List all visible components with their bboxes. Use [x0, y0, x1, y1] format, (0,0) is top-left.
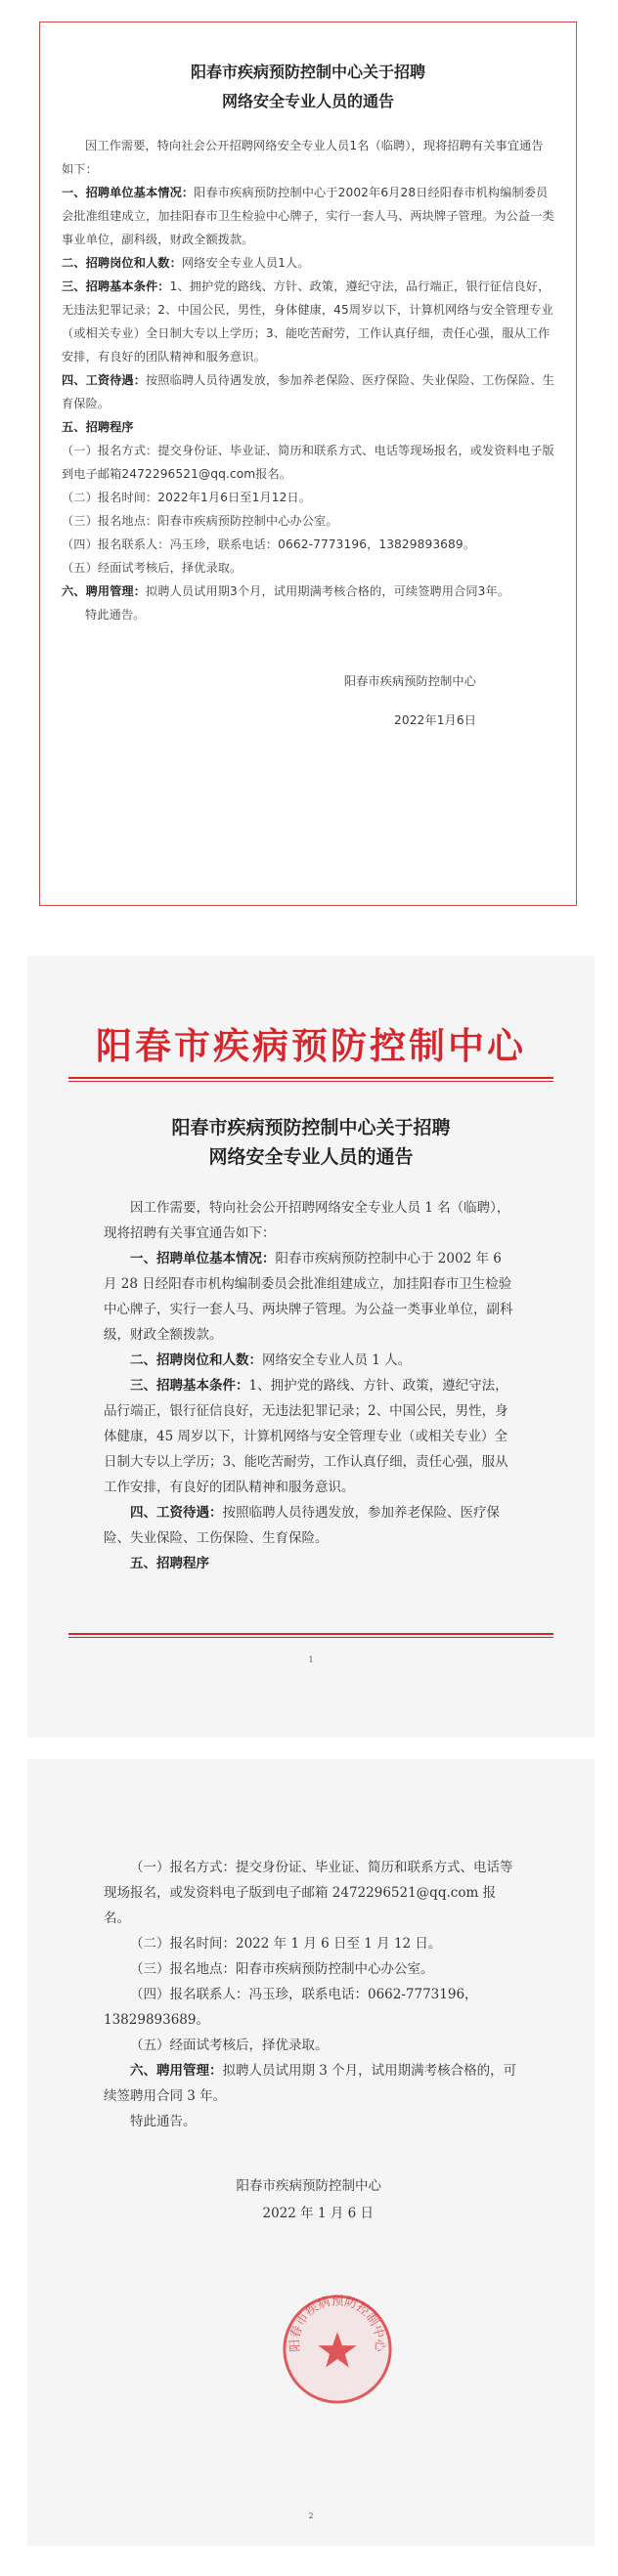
seal-text: 阳春市疾病预防控制中心	[287, 2294, 387, 2352]
scan-section-6-label: 六、聘用管理：	[130, 2063, 223, 2079]
notice-signature: 阳春市疾病预防控制中心	[343, 674, 476, 688]
notice-section-3	[62, 275, 554, 368]
section-6-label: 六、聘用管理：	[62, 584, 147, 598]
scan-section-6	[104, 2058, 518, 2109]
scan-section-2-text: 网络安全专业人员 1 人。	[262, 1352, 412, 1368]
notice-step-4: （四）报名联系人：冯玉珍，联系电话：0662-7773196，13829893689。	[62, 537, 476, 551]
official-seal-icon	[280, 2292, 395, 2407]
notice-section-5	[62, 415, 554, 439]
section-2-label: 二、招聘岗位和人数：	[62, 256, 182, 270]
notice-title	[62, 58, 554, 116]
letterhead: 阳春市疾病预防控制中心	[96, 1024, 526, 1067]
section-6-text: 拟聘人员试用期3个月，试用期满考核合格的，可续签聘用合同3年。	[146, 584, 510, 598]
scan-step-5: （五）经面试考核后，择优录取。	[130, 2038, 329, 2053]
scan-page-1	[27, 956, 595, 1738]
page-number-1: 1	[308, 1655, 314, 1664]
notice-step-1: （一）报名方式：提交身份证、毕业证、简历和联系方式、电话等现场报名，或发资料电子版到电子邮箱2472296521@qq.com报名。	[62, 444, 554, 481]
notice-step-2: （二）报名时间：2022年1月6日至1月12日。	[62, 491, 311, 504]
notice-step-3: （三）报名地点：阳春市疾病预防控制中心办公室。	[62, 514, 338, 528]
scan-section-2	[104, 1348, 518, 1373]
scan-date: 2022 年 1 月 6 日	[262, 2206, 374, 2221]
notice-section-2	[62, 251, 554, 275]
section-4-label: 四、工资待遇：	[62, 373, 147, 387]
footer-rule-thick	[68, 1633, 553, 1635]
scan-page-2	[27, 1759, 595, 2546]
scan-signature: 阳春市疾病预防控制中心	[236, 2178, 381, 2194]
section-1-text: 阳春市疾病预防控制中心于2002年6月28日经阳春市机构编制委员会批准组建成立，加挂阳春市卫生检验中心牌子，实行一套人马、两块牌子管理。为公益一类事业单位，副科级，财政全额拨款。	[62, 186, 554, 246]
scan-section-3-text: 1、拥护党的路线、方针、政策，遵纪守法，品行端正，银行征信良好，无违法犯罪记录；2、中国公民，男性，身体健康，45 周岁以下，计算机网络与安全管理专业（或相关专业）全日制大专以上学历；3、能吃苦耐劳，工作认真仔细，责任心强，服从工作安排，有良好的团队精神和服务意识。	[104, 1378, 508, 1495]
scan-title-line2: 网络安全专业人员的通告	[208, 1146, 414, 1168]
section-5-label: 五、招聘程序	[62, 420, 134, 434]
scan-section-4-text: 按照临聘人员待遇发放，参加养老保险、医疗保险、失业保险、工伤保险、生育保险。	[104, 1505, 500, 1546]
page-number-2: 2	[308, 2512, 314, 2520]
scan-section-5	[104, 1551, 518, 1576]
scan-section-3	[104, 1373, 518, 1500]
notice-intro: 因工作需要，特向社会公开招聘网络安全专业人员1名（临聘），现将招聘有关事宜通告如下：	[62, 139, 544, 176]
section-4-text: 按照临聘人员待遇发放，参加养老保险、医疗保险、失业保险、工伤保险、生育保险。	[62, 373, 554, 410]
scan-step-2: （二）报名时间：2022 年 1 月 6 日至 1 月 12 日。	[130, 1936, 442, 1952]
notice-card	[39, 21, 577, 906]
section-2-text: 网络安全专业人员1人。	[181, 256, 310, 270]
letterhead-rule-thick	[68, 1077, 553, 1079]
scan-step-1: （一）报名方式：提交身份证、毕业证、简历和联系方式、电话等现场报名，或发资料电子版到电子邮箱 2472296521@qq.com 报名。	[104, 1860, 513, 1926]
scan-section-1	[104, 1246, 518, 1348]
scan-section-4	[104, 1500, 518, 1551]
notice-section-4	[62, 368, 554, 415]
scan-section-6-text: 拟聘人员试用期 3 个月，试用期满考核合格的，可续签聘用合同 3 年。	[104, 2063, 517, 2104]
footer-rule-thin	[68, 1637, 553, 1638]
scan-section-4-label: 四、工资待遇：	[130, 1505, 223, 1521]
letterhead-rule-thin	[68, 1081, 553, 1082]
scan-intro: 因工作需要，特向社会公开招聘网络安全专业人员 1 名（临聘），现将招聘有关事宜通告如下：	[104, 1200, 510, 1241]
notice-section-1	[62, 181, 554, 251]
scan-title-line1: 阳春市疾病预防控制中心关于招聘	[171, 1117, 451, 1138]
notice-title-line1: 阳春市疾病预防控制中心关于招聘	[190, 63, 425, 81]
notice-step-5: （五）经面试考核后，择优录取。	[62, 561, 243, 575]
scan-section-3-label: 三、招聘基本条件：	[130, 1378, 249, 1394]
notice-closing: 特此通告。	[85, 608, 146, 622]
notice-section-6	[62, 580, 554, 603]
scan-closing: 特此通告。	[130, 2114, 197, 2129]
scan-section-5-label: 五、招聘程序	[130, 1556, 209, 1571]
scan-title	[27, 1113, 595, 1172]
scan-step-3: （三）报名地点：阳春市疾病预防控制中心办公室。	[130, 1961, 434, 1977]
footer-rules	[27, 1633, 595, 1638]
scan-section-2-label: 二、招聘岗位和人数：	[130, 1352, 262, 1368]
section-3-label: 三、招聘基本条件：	[62, 279, 170, 293]
notice-date: 2022年1月6日	[394, 713, 476, 727]
scan-section-1-label: 一、招聘单位基本情况：	[130, 1251, 276, 1267]
scan-step-4: （四）报名联系人：冯玉珍，联系电话：0662-7773196，13829893689。	[104, 1987, 478, 2028]
section-1-label: 一、招聘单位基本情况：	[62, 186, 195, 199]
scan-page-2-body	[27, 1855, 595, 2226]
section-3-text: 1、拥护党的路线、方针、政策，遵纪守法，品行端正，银行征信良好，无违法犯罪记录；2、中国公民，男性，身体健康，45周岁以下，计算机网络与安全管理专业（或相关专业）全日制大专以上学历；3、能吃苦耐劳，工作认真仔细，责任心强，服从工作安排，有良好的团队精神和服务意识。	[62, 279, 553, 364]
notice-title-line2: 网络安全专业人员的通告	[221, 92, 394, 110]
scan-section-1-text: 阳春市疾病预防控制中心于 2002 年 6 月 28 日经阳春市机构编制委员会批准组建成立，加挂阳春市卫生检验中心牌子，实行一套人马、两块牌子管理。为公益一类事业单位，副科级，财政全额拨款。	[104, 1251, 513, 1343]
